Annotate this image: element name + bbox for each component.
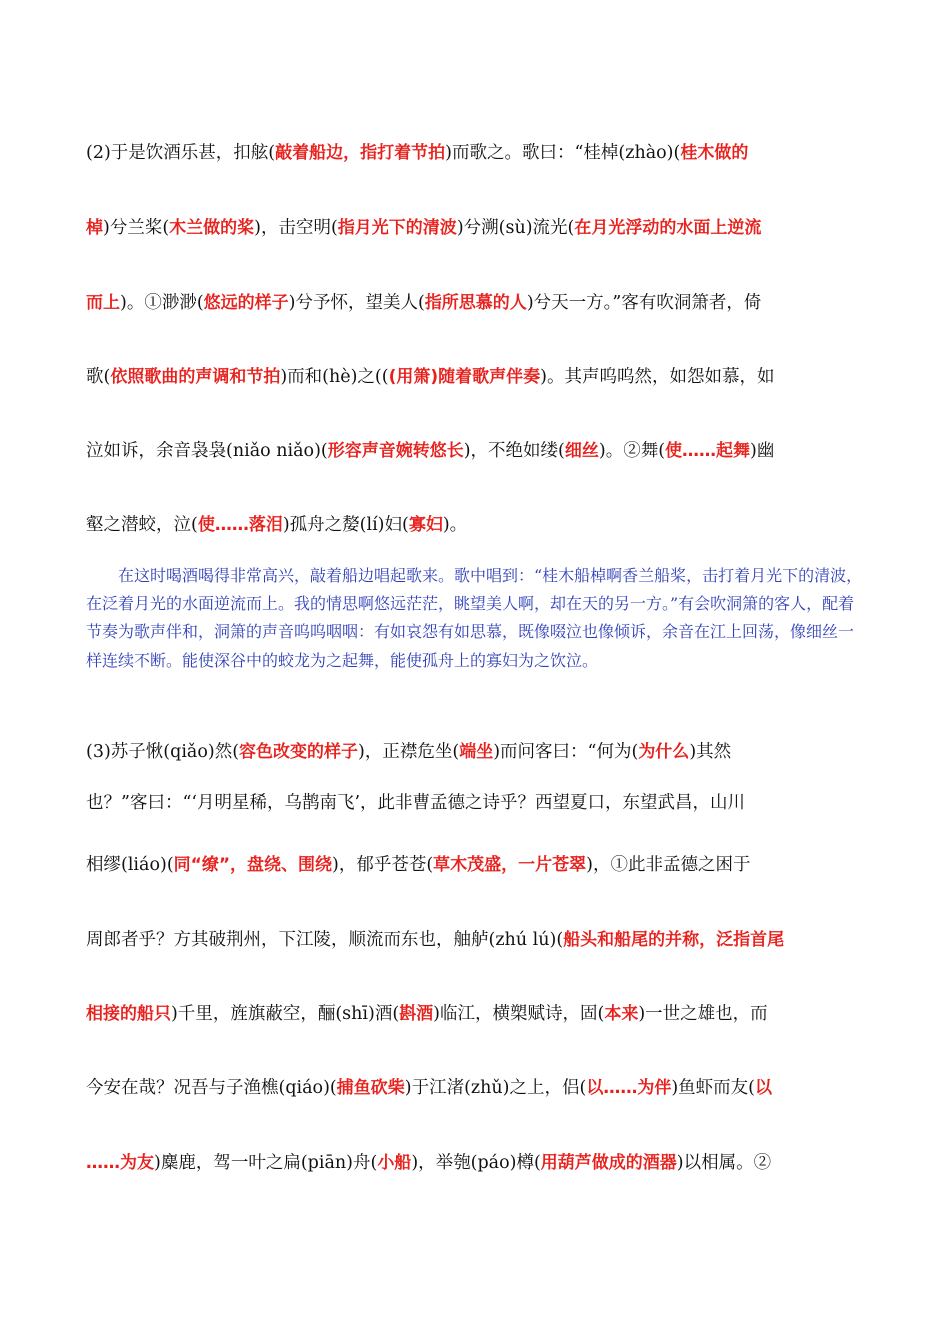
- source-text: 泣如诉，余音袅袅(niǎo niǎo)(: [86, 441, 328, 461]
- annotation-text: 捕鱼砍柴: [336, 1078, 405, 1098]
- source-text: )其然: [689, 742, 732, 762]
- annotation-text: (用箫)随着歌声伴奏: [388, 367, 541, 387]
- annotation-text: 寡妇: [408, 515, 443, 535]
- source-text: )。其声呜呜然，如怨如慕，如: [540, 367, 775, 387]
- section3-line-3: [86, 850, 866, 880]
- source-text: )，郁乎苍苍(: [332, 855, 434, 875]
- source-text: )而和(hè)之((: [280, 367, 389, 387]
- section2-line-1: [86, 138, 866, 168]
- annotation-text: 相接的船只: [86, 1004, 171, 1024]
- source-text: )兮天一方。”客有吹洞箫者，倚: [526, 293, 762, 313]
- annotation-text: 木兰做的桨: [169, 218, 255, 238]
- source-text: )而歌之。歌曰：“桂棹(zhào)(: [445, 143, 681, 163]
- section3-line-5: [86, 999, 866, 1029]
- source-text: )临江，横槊赋诗，固(: [433, 1004, 605, 1024]
- annotation-text: 以……为伴: [586, 1078, 672, 1098]
- source-text: )，①此非孟德之困于: [586, 855, 751, 875]
- annotation-text: 细丝: [564, 441, 599, 461]
- annotation-text: 同“缭”，盘绕、围绕: [173, 855, 333, 875]
- source-text: )。②舞(: [598, 441, 666, 461]
- source-text: )而问客曰：“何为(: [493, 742, 639, 762]
- annotation-text: 端坐: [459, 742, 494, 762]
- source-text: (3)苏子愀(qiǎo)然(: [86, 742, 240, 762]
- section3-line-4: [86, 925, 866, 955]
- section2-line-3: [86, 288, 866, 318]
- annotation-text: 棹: [86, 218, 103, 238]
- source-text: )幽: [750, 441, 775, 461]
- source-text: 今安在哉？况吾与子渔樵(qiáo)(: [86, 1078, 337, 1098]
- section2-line-6: [86, 510, 866, 540]
- translation-paragraph: 在这时喝酒喝得非常高兴，敲着船边唱起歌来。歌中唱到：“桂木船棹啊香兰船桨，击打着月光下的清波，在泛着月光的水面逆流而上。我的情思啊悠远茫茫，眺望美人啊，却在天的另一方。”有会吹洞箫的客人，配着节奏为歌声伴和，洞箫的声音呜呜咽咽：有如哀怨有如思慕，既像啜泣也像倾诉，余音在江上回荡，像细丝一样连续不断。能使深谷中的蛟龙为之起舞，能使孤舟上的寡妇为之饮泣。: [86, 566, 863, 670]
- annotation-text: 使……落泪: [197, 515, 283, 535]
- annotation-text: 指月光下的清波: [337, 218, 457, 238]
- source-text: )鱼虾而友(: [671, 1078, 755, 1098]
- source-text: )。①渺渺(: [120, 293, 204, 313]
- source-text: )兮溯(sù)流光(: [456, 218, 575, 238]
- source-text: (2)于是饮酒乐甚，扣舷(: [86, 143, 276, 163]
- source-text: )以相属。②: [676, 1153, 772, 1173]
- source-text: )一世之雄也，而: [638, 1004, 768, 1024]
- section3-line-6: [86, 1073, 866, 1103]
- annotation-text: 而上: [86, 293, 120, 313]
- section2-line-2: [86, 213, 866, 243]
- source-text: )，举匏(páo)樽(: [411, 1153, 541, 1173]
- source-text: )，不绝如缕(: [463, 441, 565, 461]
- section2-line-5: [86, 436, 866, 466]
- annotation-text: 本来: [604, 1004, 639, 1024]
- source-text: 也？”客曰：“‘月明星稀，乌鹊南飞’，此非曹孟德之诗乎？西望夏口，东望武昌，山川: [86, 793, 746, 813]
- source-text: 相缪(liáo)(: [86, 855, 174, 875]
- source-text: )。: [442, 515, 468, 535]
- source-text: 周郎者乎？方其破荆州，下江陵，顺流而东也，舳舻(zhú lú)(: [86, 930, 564, 950]
- annotation-text: 以: [754, 1078, 772, 1098]
- source-text: )，击空明(: [254, 218, 338, 238]
- annotation-text: 在月光浮动的水面上逆流: [574, 218, 762, 238]
- source-text: 歌(: [86, 367, 111, 387]
- annotation-text: 用葫芦做成的酒器: [540, 1153, 677, 1173]
- source-text: )麋鹿，驾一叶之扁(piān)舟(: [154, 1153, 378, 1173]
- section3-line-1: [86, 737, 866, 767]
- source-text: )于江渚(zhǔ)之上，侣(: [404, 1078, 587, 1098]
- source-text: )孤舟之嫠(lí)妇(: [282, 515, 409, 535]
- source-text: )兮予怀，望美人(: [288, 293, 425, 313]
- annotation-text: 桂木做的: [680, 143, 749, 163]
- annotation-text: 敲着船边，指打着节拍: [275, 143, 446, 163]
- translation-block: [86, 562, 866, 675]
- annotation-text: 指所思慕的人: [424, 293, 527, 313]
- annotation-text: 草木茂盛，一片苍翠: [433, 855, 587, 875]
- annotation-text: 悠远的样子: [203, 293, 289, 313]
- annotation-text: 容色改变的样子: [239, 742, 359, 762]
- source-text: )，正襟危坐(: [358, 742, 460, 762]
- annotation-text: 船头和船尾的并称，泛指首尾: [563, 930, 785, 950]
- annotation-text: 形容声音婉转悠长: [327, 441, 464, 461]
- section3-line-2: [86, 788, 866, 818]
- annotation-text: 依照歌曲的声调和节拍: [110, 367, 281, 387]
- section3-line-7: [86, 1148, 866, 1178]
- annotation-text: 小船: [377, 1153, 412, 1173]
- section2-line-4: [86, 362, 866, 392]
- annotation-text: 为什么: [638, 742, 690, 762]
- source-text: )千里，旌旗蔽空，酾(shī)酒(: [171, 1004, 400, 1024]
- annotation-text: 使……起舞: [665, 441, 751, 461]
- annotation-text: ……为友: [86, 1153, 154, 1173]
- annotation-text: 斟酒: [399, 1004, 434, 1024]
- source-text: 壑之潜蛟，泣(: [86, 515, 198, 535]
- source-text: )兮兰桨(: [103, 218, 170, 238]
